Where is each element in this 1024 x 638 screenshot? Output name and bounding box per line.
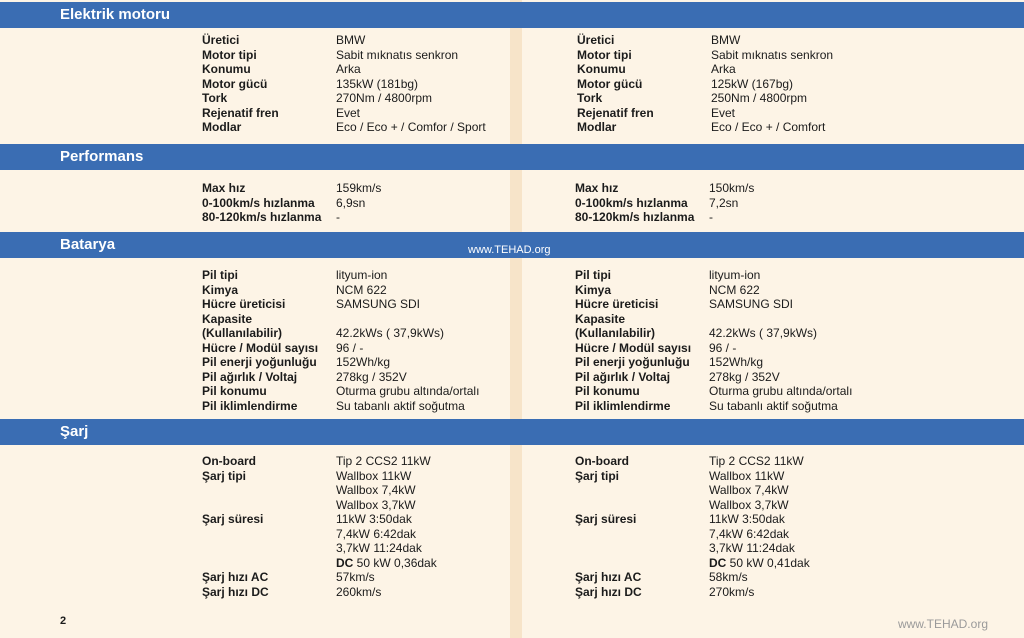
- spec-label: Pil ağırlık / Voltaj: [575, 369, 671, 384]
- spec-label: Motor gücü: [577, 76, 643, 91]
- spec-label: Hücre üreticisi: [575, 297, 659, 311]
- spec-value: SAMSUNG SDI: [709, 297, 794, 311]
- spec-label: Modlar: [202, 120, 242, 134]
- spec-label: Şarj süresi: [202, 512, 264, 526]
- spec-label: Motor gücü: [202, 76, 268, 91]
- page-number: 2: [60, 615, 67, 627]
- section-title: Şarj: [60, 423, 89, 440]
- spec-label: Hücre / Modül sayısı: [202, 340, 319, 355]
- spec-label: 0-100km/s hızlanma: [202, 195, 315, 210]
- spec-value: Oturma grubu altında/ortalı: [336, 384, 480, 398]
- spec-value: 96 / -: [336, 340, 364, 355]
- spec-label: Pil tipi: [575, 268, 611, 282]
- spec-label: Kimya: [575, 282, 612, 297]
- spec-value-prefix: DC: [709, 555, 727, 570]
- spec-value: Sabit mıknatıs senkron: [336, 47, 459, 62]
- spec-value: NCM 622: [336, 282, 387, 297]
- spec-label: Hücre üreticisi: [202, 297, 286, 311]
- spec-label: Modlar: [577, 120, 617, 134]
- spec-label: Kimya: [202, 282, 239, 297]
- spec-value: 3,7kW 11:24dak: [709, 541, 795, 555]
- spec-label: Pil tipi: [202, 268, 238, 282]
- spec-value: DC 50 kW 0,36dak: [336, 555, 437, 570]
- section-title: Batarya: [60, 236, 116, 253]
- spec-value: 250Nm / 4800rpm: [711, 91, 808, 105]
- watermark: www.TEHAD.org: [468, 244, 551, 256]
- spec-label: Rejenatif fren: [202, 105, 279, 120]
- spec-label: 80-120km/s hızlanma: [575, 210, 695, 224]
- spec-label: Pil konumu: [202, 384, 267, 398]
- spec-value: Wallbox 3,7kW: [709, 497, 789, 512]
- spec-label: Pil enerji yoğunluğu: [575, 355, 690, 369]
- spec-value: 42.2kWs ( 37,9kWs): [709, 326, 818, 340]
- spec-label: Şarj hızı DC: [202, 584, 269, 599]
- spec-value: 270km/s: [709, 584, 755, 599]
- spec-value: lityum-ion: [709, 268, 761, 282]
- spec-label: (Kullanılabilir): [575, 326, 656, 340]
- spec-label: Pil konumu: [575, 384, 640, 398]
- spec-label: Rejenatif fren: [577, 105, 654, 120]
- spec-value: 125kW (167bg): [711, 76, 794, 91]
- spec-value: Tip 2 CCS2 11kW: [336, 454, 431, 468]
- spec-label: Pil iklimlendirme: [202, 398, 298, 413]
- spec-label: Şarj hızı AC: [202, 570, 269, 584]
- spec-value: 260km/s: [336, 584, 382, 599]
- spec-value: 7,4kW 6:42dak: [709, 526, 790, 541]
- spec-label: Şarj hızı AC: [575, 570, 642, 584]
- spec-value: -: [336, 210, 340, 224]
- spec-value: 3,7kW 11:24dak: [336, 541, 422, 555]
- spec-label: Pil ağırlık / Voltaj: [202, 369, 298, 384]
- spec-value: Evet: [336, 105, 361, 120]
- spec-value: Eco / Eco + / Comfort: [711, 120, 826, 134]
- spec-label: Şarj hızı DC: [575, 584, 642, 599]
- spec-value: Eco / Eco + / Comfor / Sport: [336, 120, 486, 134]
- section-header-performance: [0, 144, 1024, 170]
- spec-value: Arka: [336, 62, 361, 76]
- spec-label: On-board: [202, 454, 256, 468]
- spec-value: SAMSUNG SDI: [336, 297, 421, 311]
- spec-label: Üretici: [202, 33, 240, 47]
- spec-value: Wallbox 11kW: [709, 468, 785, 483]
- section-title: Elektrik motoru: [60, 6, 171, 23]
- spec-value: 42.2kWs ( 37,9kWs): [336, 326, 445, 340]
- section-header-motor: [0, 2, 1024, 28]
- spec-value: Wallbox 3,7kW: [336, 497, 416, 512]
- spec-value: Su tabanlı aktif soğutma: [709, 398, 838, 413]
- spec-label: Şarj tipi: [202, 468, 247, 483]
- section-header-battery: [0, 232, 1024, 258]
- spec-value: 11kW 3:50dak: [709, 512, 785, 526]
- spec-value: BMW: [336, 33, 366, 47]
- spec-label: Pil enerji yoğunluğu: [202, 355, 317, 369]
- spec-value: 7,4kW 6:42dak: [336, 526, 417, 541]
- spec-label: On-board: [575, 454, 629, 468]
- spec-label: Konumu: [577, 62, 626, 76]
- spec-value: 7,2sn: [709, 195, 739, 210]
- spec-value: 135kW (181bg): [336, 76, 419, 91]
- spec-value: 278kg / 352V: [709, 369, 780, 384]
- spec-value: NCM 622: [709, 282, 760, 297]
- spec-value: Wallbox 11kW: [336, 468, 412, 483]
- spec-value: lityum-ion: [336, 268, 388, 282]
- spec-value: Tip 2 CCS2 11kW: [709, 454, 804, 468]
- spec-label: Şarj süresi: [575, 512, 637, 526]
- section-title: Performans: [60, 148, 144, 165]
- footer-url: www.TEHAD.org: [897, 617, 988, 631]
- spec-label: Max hız: [202, 181, 246, 195]
- spec-value: 96 / -: [709, 340, 737, 355]
- spec-label: Konumu: [202, 62, 251, 76]
- spec-value: 6,9sn: [336, 195, 366, 210]
- spec-label: (Kullanılabilir): [202, 326, 283, 340]
- column-divider: [510, 0, 522, 638]
- spec-value: 150km/s: [709, 181, 755, 195]
- spec-value: Oturma grubu altında/ortalı: [709, 384, 853, 398]
- spec-label: 80-120km/s hızlanma: [202, 210, 322, 224]
- spec-value: Wallbox 7,4kW: [709, 483, 789, 497]
- spec-value: -: [709, 210, 713, 224]
- spec-label: Kapasite: [202, 311, 253, 326]
- spec-value: 159km/s: [336, 181, 382, 195]
- spec-value: 152Wh/kg: [709, 355, 764, 369]
- spec-value: Sabit mıknatıs senkron: [711, 47, 834, 62]
- spec-value: Arka: [711, 62, 736, 76]
- spec-value: 152Wh/kg: [336, 355, 391, 369]
- spec-label: Kapasite: [575, 311, 626, 326]
- spec-label: Motor tipi: [202, 47, 257, 62]
- spec-value: 58km/s: [709, 570, 748, 584]
- spec-value: 11kW 3:50dak: [336, 512, 412, 526]
- spec-value: DC 50 kW 0,41dak: [709, 555, 810, 570]
- spec-value: Wallbox 7,4kW: [336, 483, 416, 497]
- spec-value: 57km/s: [336, 570, 375, 584]
- spec-value: 270Nm / 4800rpm: [336, 91, 433, 105]
- spec-label: 0-100km/s hızlanma: [575, 195, 688, 210]
- spec-label: Tork: [202, 91, 228, 105]
- spec-value-prefix: DC: [336, 555, 354, 570]
- spec-value: Evet: [711, 105, 736, 120]
- spec-label: Max hız: [575, 181, 619, 195]
- spec-value: Su tabanlı aktif soğutma: [336, 398, 465, 413]
- spec-value: BMW: [711, 33, 741, 47]
- spec-value: 278kg / 352V: [336, 369, 407, 384]
- spec-label: Motor tipi: [577, 47, 632, 62]
- spec-label: Üretici: [577, 33, 615, 47]
- spec-label: Şarj tipi: [575, 468, 620, 483]
- spec-label: Hücre / Modül sayısı: [575, 340, 692, 355]
- spec-label: Pil iklimlendirme: [575, 398, 671, 413]
- spec-label: Tork: [577, 91, 603, 105]
- section-header-charging: [0, 419, 1024, 445]
